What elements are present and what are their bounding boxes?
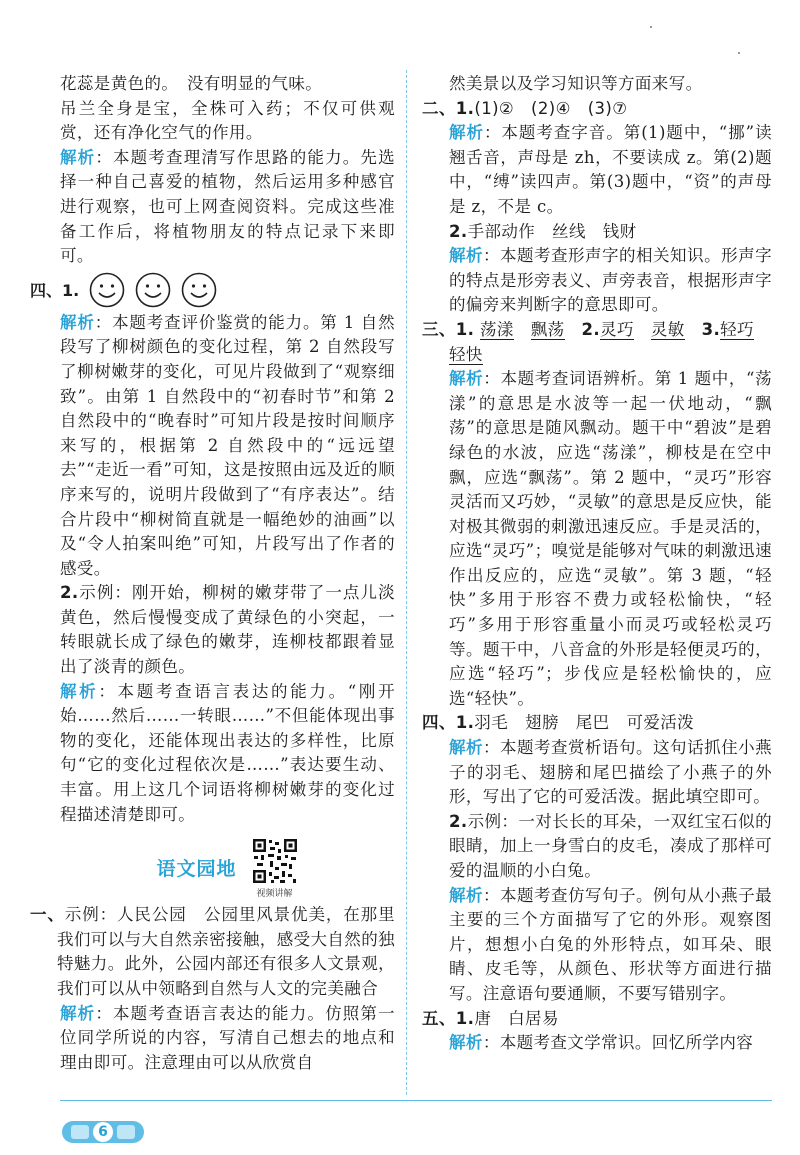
- question-5-1: 五、1.唐 白居易: [422, 1008, 559, 1028]
- analysis-paragraph: 解析：本题考查形声字的相关知识。形声字的特点是形旁表义、声旁表音，根据形声字的偏旁来判断字的意思即可。: [449, 246, 772, 315]
- question-3: 三、1. 荡漾 飘荡 2.灵巧 灵敏 3.轻巧: [422, 319, 754, 339]
- analysis-paragraph: 解析：本题考查词语辨析。第 1 题中，“荡漾”的意思是水波等一起一伏地动，“飘荡”的意思是随风飘动。题干中“碧波”是碧绿色的水波，应选“荡漾”，柳枝是在空中飘，应选“飘荡”。第 2 题中，“灵巧”形容灵活而又巧妙，“灵敏”的意思是反应快，能对极其微弱的刺激迅速反应。手是灵活的，应选“灵巧”；嗅觉是能够对气味的刺激迅速作出反应的，应选“灵敏”。第 3 题，“轻快”多用于形容不费力或轻松愉快，“轻巧”多用于形容重量小而灵巧或轻松灵巧等。题干中，八音盒的外形是轻便灵巧的，应选“轻巧”；步伐应是轻松愉快的，应选“轻快”。: [449, 369, 772, 708]
- question-3-cont: 轻快: [449, 344, 483, 364]
- analysis-label: 解析: [60, 312, 95, 332]
- speck: [738, 52, 740, 54]
- smiley-face-icon: [89, 272, 125, 308]
- analysis-label: 解析: [449, 885, 484, 905]
- analysis-paragraph: 解析：本题考查语言表达的能力。仿照第一位同学所说的内容，写清自己想去的地点和理由即可。注意理由可以从欣赏自: [60, 1003, 395, 1072]
- right-column: [422, 72, 772, 1056]
- analysis-label: 解析: [449, 369, 484, 389]
- analysis-continuation: 然美景以及学习知识等方面来写。: [449, 74, 703, 93]
- analysis-paragraph: 解析：本题考查评价鉴赏的能力。第 1 自然段写了柳树颜色的变化过程，第 2 自然段写了柳树嫩芽的变化，可见片段做到了“观察细致”。由第 1 自然段中的“初春时节”和第 2 自然段中的“晚春时”可知片段是按时间顺序来写的，根据第 2 自然段中的“远远望去”“走近一看”可知，这是按照由远及近的顺序来写的，说明片段做到了“有序表达”。结合片段中“柳树简直就是一幅绝妙的油画”以及“令人拍案叫绝”可知，片段写出了作者的感受。: [60, 312, 395, 578]
- analysis-label: 解析: [449, 1033, 483, 1053]
- analysis-label: 解析: [60, 681, 99, 701]
- qr-caption: 视频讲解: [256, 889, 293, 900]
- question-4-1: 四、1.羽毛 翅膀 尾巴 可爱活泼: [422, 713, 695, 733]
- analysis-label: 解析: [449, 123, 484, 143]
- analysis-paragraph: 解析：本题考查语言表达的能力。“刚开始……然后……一转眼……”不但能体现出事物的变化，还能体现出表达的多样性，比原句“它的变化过程依次是……”表达要生动、丰富。用上这几个词语将柳树嫩芽的变化过程描述清楚即可。: [60, 681, 395, 824]
- question-2-2: 2.手部动作 丝线 钱财: [449, 221, 637, 241]
- analysis-paragraph: 解析：本题考查赏析语句。这句话抓住小燕子的羽毛、翅膀和尾巴描绘了小燕子的外形，写出了它的可爱活泼。据此填空即可。: [449, 738, 772, 807]
- analysis-paragraph: 解析：本题考查理清写作思路的能力。先选择一种自己喜爱的植物，然后运用多种感官进行观察，也可上网查阅资料。完成这些准备工作后，将植物朋友的特点记录下来即可。: [60, 147, 395, 266]
- analysis-paragraph: 解析：本题考查字音。第(1)题中，“挪”读翘舌音，声母是 zh，不要读成 z。第(2)题中，“缚”读四声。第(3)题中，“资”的声母是 z，不是 c。: [449, 123, 772, 216]
- smiley-face-icon: [181, 272, 217, 308]
- analysis-label: 解析: [60, 1003, 96, 1023]
- question-2-1: 二、1.(1)② (2)④ (3)⑦: [422, 98, 628, 118]
- badge-decoration: [117, 1125, 135, 1139]
- answer-text: 花蕊是黄色的。 没有明显的气味。: [60, 74, 323, 93]
- left-column: [30, 72, 395, 1075]
- analysis-paragraph: 解析：本题考查仿写句子。例句从小燕子最主要的三个方面描写了它的外形。观察图片，想想小白兔的外形特点，如耳朵、眼睛、皮毛等，从颜色、形状等方面进行描写。注意语句要通顺，不要写错别字。: [449, 885, 772, 1003]
- column-divider: [406, 70, 407, 1095]
- section-title: 语文园地: [156, 858, 237, 881]
- analysis-label: 解析: [60, 147, 96, 167]
- analysis-label: 解析: [449, 246, 484, 266]
- question-4-1: [30, 269, 395, 311]
- page-number: 6: [93, 1122, 113, 1142]
- qr-code[interactable]: [251, 837, 299, 899]
- speck: [650, 26, 652, 28]
- page-number-badge: [62, 1121, 144, 1143]
- analysis-paragraph: 解析：本题考查文学常识。回忆所学内容: [449, 1033, 754, 1053]
- smiley-face-icon: [135, 272, 171, 308]
- analysis-label: 解析: [449, 738, 484, 758]
- badge-decoration: [71, 1125, 89, 1139]
- qr-code-icon: [251, 837, 299, 885]
- answer-text: 2.示例：一对长长的耳朵，一双红宝石似的眼睛，加上一身雪白的皮毛，凑成了那样可爱的温顺的小白兔。: [449, 811, 772, 880]
- section-header: [60, 837, 395, 899]
- footer-rule: [60, 1100, 772, 1101]
- answer-text: 2.示例：刚开始，柳树的嫩芽带了一点儿淡黄色，然后慢慢变成了黄绿色的小突起，一转眼就长成了绿色的嫩芽，连柳枝都跟着显出了淡青的颜色。: [60, 583, 395, 677]
- answer-text: 一、示例：人民公园 公园里风景优美，在那里我们可以与大自然亲密接触，感受大自然的独特魅力。此外，公园内部还有很多人文景观，我们可以从中领略到自然与人文的完美融合: [30, 905, 395, 998]
- answer-text: 吊兰全身是宝，全株可入药；不仅可供观赏，还有净化空气的作用。: [60, 98, 395, 143]
- question-number: 四、1.: [30, 281, 80, 301]
